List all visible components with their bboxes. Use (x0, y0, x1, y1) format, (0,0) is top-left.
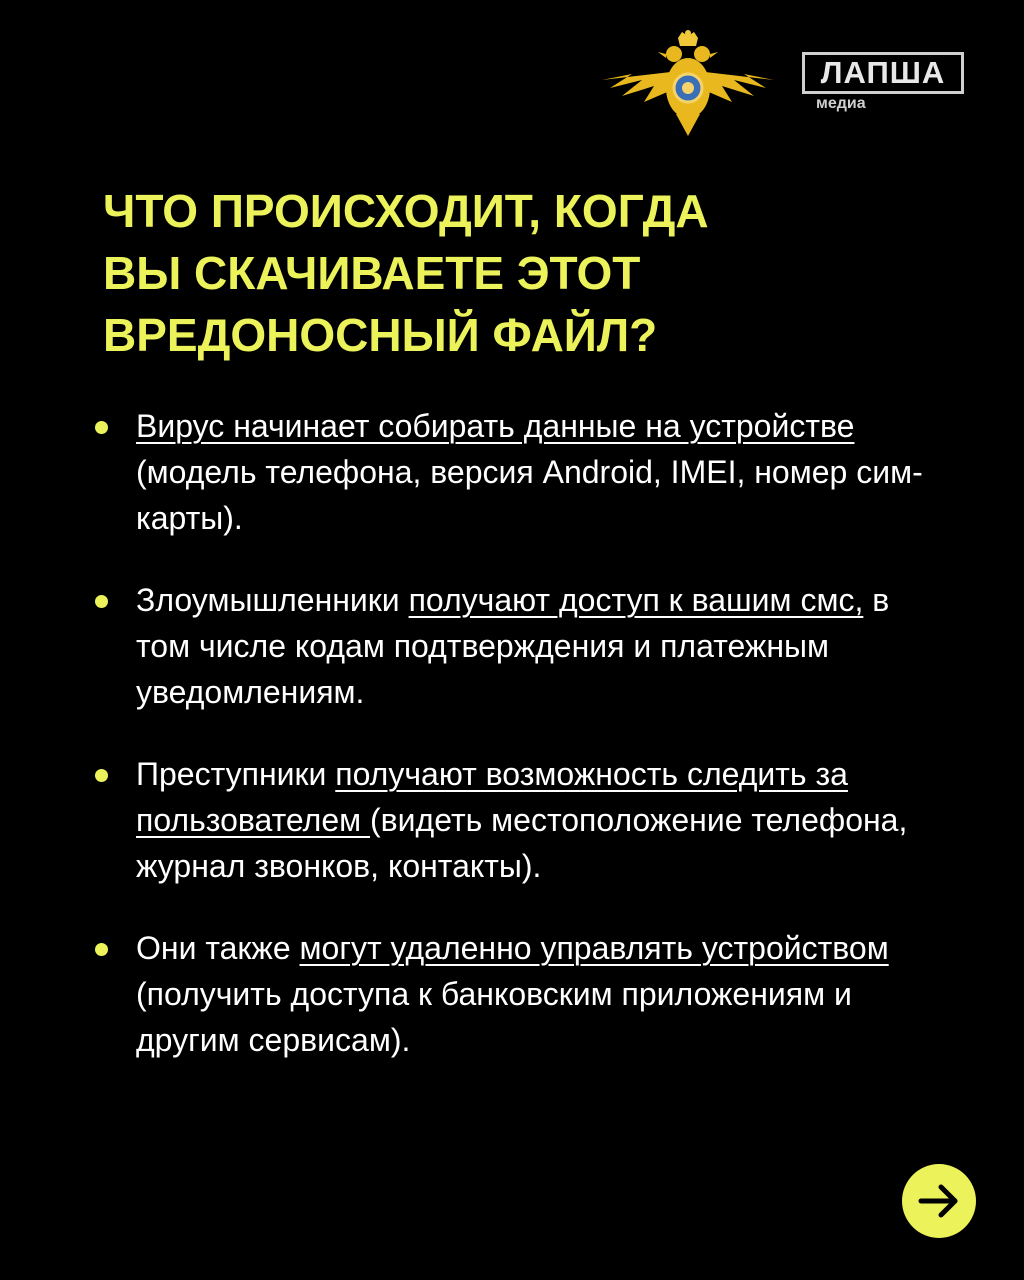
list-item-text-before: Они также (136, 930, 300, 966)
page-title-line-2: ВЫ СКАЧИВАЕТЕ ЭТОТ (103, 247, 641, 299)
bullet-dot-icon (95, 421, 108, 434)
arrow-right-icon (915, 1177, 963, 1225)
brand-logo-text: ЛАПША (802, 52, 964, 94)
list-item-text-underlined: получают возможность следить за пользователем (136, 756, 848, 838)
list-item-text-underlined: Вирус начинает собирать данные на устройстве (136, 408, 855, 444)
brand-logo (802, 52, 977, 113)
list-item-text-after: (видеть местоположение телефона, журнал звонков, контакты). (136, 802, 908, 884)
list-item (90, 403, 950, 541)
page-title (103, 180, 923, 366)
brand-logo-subtitle: медиа (816, 95, 866, 112)
bullet-dot-icon (95, 595, 108, 608)
eagle-emblem-icon (602, 30, 774, 138)
page-title-line-1: ЧТО ПРОИСХОДИТ, КОГДА (103, 185, 709, 237)
bullet-dot-icon (95, 943, 108, 956)
next-slide-button[interactable] (902, 1164, 976, 1238)
list-item (90, 577, 950, 715)
list-item-text-after: (получить доступа к банковским приложениям и другим сервисам). (136, 976, 852, 1058)
consequences-list (90, 403, 950, 1063)
list-item-text-after: (модель телефона, версия Android, IMEI, номер сим-карты). (136, 454, 923, 536)
bullet-dot-icon (95, 769, 108, 782)
list-item-text-underlined: могут удаленно управлять устройством (299, 930, 889, 966)
list-item (90, 925, 950, 1063)
list-item-text-before: Злоумышленники (136, 582, 409, 618)
list-item-text-underlined: получают доступ к вашим смс, (408, 582, 864, 618)
list-item-text-before: Преступники (136, 756, 336, 792)
page-title-line-3: ВРЕДОНОСНЫЙ ФАЙЛ? (103, 309, 658, 361)
list-item-text-after: в том числе кодам подтверждения и платежным уведомлениям. (136, 582, 890, 710)
list-item (90, 751, 950, 889)
